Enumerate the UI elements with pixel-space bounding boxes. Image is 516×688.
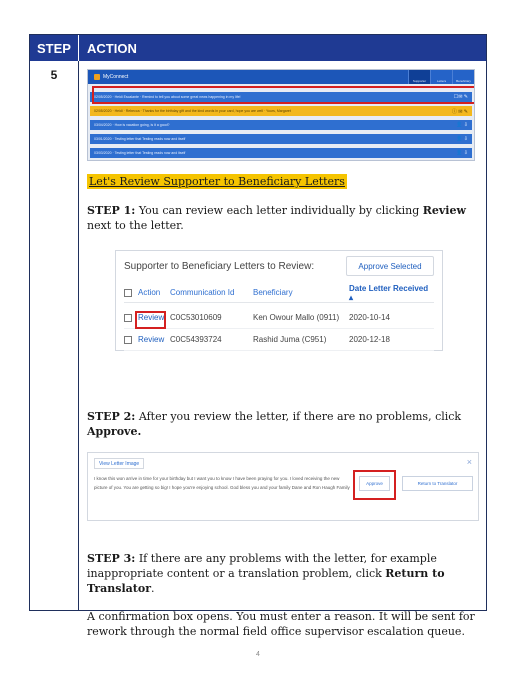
instruction-table [29,34,487,638]
row-checkbox[interactable] [124,336,132,344]
action-cell [79,61,486,638]
myconnect-tabs [408,70,474,84]
letter-body: I know this won arrive in time for your birthday but I want you to know I have been praying for you. I loved receiving the new picture of you. You are getting so big! I hope you're enjoying school. God bless you and your family Dane and Ron Haugh Family [94,476,350,490]
list-item-text: 03/03/2020 · Testing letter that Testing reads now and itself [94,151,186,155]
row-icons: ☐✉ ✎ [453,94,468,100]
return-to-translator-button[interactable]: Return to Translator [402,476,473,491]
section-heading: Let's Review Supporter to Beneficiary Letters [89,175,345,188]
select-all-checkbox[interactable] [124,289,132,297]
approve-selected-button[interactable]: Approve Selected [346,256,434,276]
list-item[interactable] [90,106,472,116]
step2-label: STEP 2: [87,410,136,423]
review-link[interactable]: Review [138,335,165,344]
step-column-header: STEP [30,35,79,61]
view-letter-image-tab[interactable]: View Letter Image [94,458,144,469]
row-icons: 👤 ⇩ [456,136,468,142]
comm-id-cell: C0C53010609 [170,313,222,322]
step1-label: STEP 1: [87,204,136,217]
beneficiary-cell: Ken Owour Mallo (0911) [253,313,340,322]
table-header [30,35,486,61]
myconnect-logo-icon [94,74,100,80]
date-cell: 2020-12-18 [349,335,390,344]
step2-text [87,409,483,439]
step3-body: If there are any problems with the letter, for example inappropriate content or a translation problem, click [87,552,437,580]
comm-id-cell: C0C54393724 [170,335,222,344]
row-icons: 👤 ⇩ [456,150,468,156]
step3-tail: . [151,582,155,595]
beneficiary-cell: Rashid Juma (C951) [253,335,327,344]
table-row [124,329,434,351]
step1-tail: next to the letter. [87,219,184,232]
review-table-title: Supporter to Beneficiary Letters to Review: [124,261,315,272]
step1-body: You can review each letter individually by clicking [135,204,423,217]
list-item[interactable] [90,120,472,130]
table-row [124,307,434,329]
row-icons: 👤 ⇩ [456,122,468,128]
approve-button[interactable]: Approve [359,476,390,491]
close-icon[interactable]: × [466,457,472,467]
list-item[interactable] [90,134,472,144]
list-item-text: 03/04/2020 · How is vacation going, is it a good? [94,123,170,127]
tab-supporter[interactable]: Supporter [408,70,430,84]
myconnect-screenshot [87,69,475,161]
step3-label: STEP 3: [87,552,136,565]
highlight-box [135,311,166,329]
tab-beneficiary[interactable]: Beneficiary [452,70,474,84]
highlight-box [353,470,396,500]
step1-bold: Review [422,204,466,217]
row-icons: ⓘ ✉ ✎ [451,108,468,115]
header-beneficiary: Beneficiary [253,288,293,297]
step1-text [87,203,483,233]
row-checkbox[interactable] [124,314,132,322]
review-table-screenshot [115,250,443,351]
step-number: 5 [30,61,79,610]
review-table-header [124,283,434,303]
table-row [30,61,486,638]
header-action: Action [138,288,161,297]
header-comm-id: Communication Id [170,288,235,297]
list-item-text: 03/01/2020 · Testing letter that Testing reads now and itself [94,137,186,141]
highlight-box [92,86,475,104]
app-name: MyConnect [103,74,129,80]
list-item[interactable] [90,148,472,158]
review-link[interactable]: Review [138,313,165,322]
header-date[interactable]: Date Letter Received ▴ [349,283,429,302]
step2-bold: Approve. [87,425,142,438]
myconnect-topbar [88,70,474,84]
action-column-header: ACTION [87,40,137,56]
tab-letters[interactable]: Letters [430,70,452,84]
letter-view-screenshot [87,452,479,521]
step3-bold: Return to Translator [87,567,445,595]
list-item-text: 02/05/2020 · Heidi · Rebecca · Thanks for the birthday gift and the kind words in your card, hope you are well · Yours, Margaret [94,109,291,113]
step3-text [87,551,483,596]
confirmation-text: A confirmation box opens. You must enter a reason. It will be sent for rework through the normal field office supervisor escalation queue. [87,610,475,638]
step2-body: After you review the letter, if there are no problems, click [135,410,462,423]
date-cell: 2020-10-14 [349,313,390,322]
list-item-text: 02/05/2020 · Heidi Escalante · Remind to tell you about some great news happening in my life! [94,95,241,99]
page-number: 4 [256,651,260,658]
